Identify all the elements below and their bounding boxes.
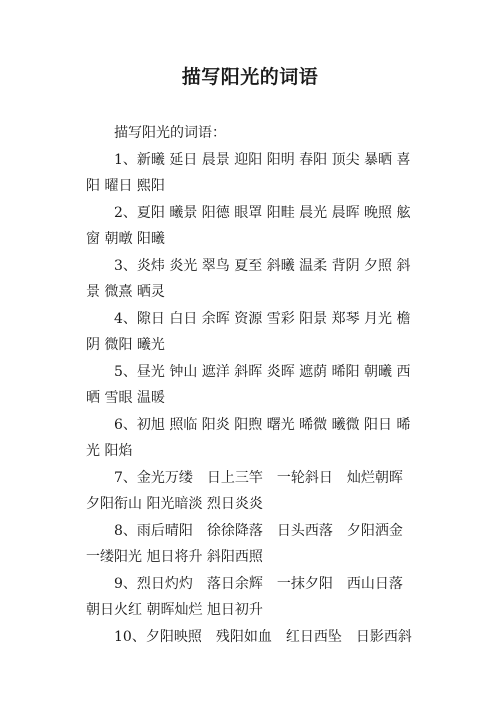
- word-list-item: 9、烈日灼灼 落日余辉 一抹夕阳 西山日落 朝日火红 朝晖灿烂 旭日初升: [86, 575, 403, 618]
- word-list-item: 4、隙日 白日 余晖 资源 雪彩 阳景 郑琴 月光 檐阴 微阳 曦光: [86, 310, 411, 353]
- document-body: [86, 120, 420, 650]
- word-list-item: 5、昼光 钟山 遮洋 斜晖 炎晖 遮荫 晞阳 朝曦 西晒 雪眼 温暖: [86, 363, 411, 406]
- page-title: 描写阳光的词语: [181, 66, 319, 88]
- intro-text: 描写阳光的词语：: [114, 125, 226, 141]
- word-list-item: 7、金光万缕 日上三竿 一轮斜日 灿烂朝晖 夕阳衔山 阳光暗淡 烈日炎炎: [86, 469, 403, 512]
- word-list-item: 2、夏阳 曦景 阳德 眼罩 阳畦 晨光 晨晖 晚照 舷窗 朝暾 阳曦: [86, 204, 411, 247]
- word-list-item: 1、新曦 延日 晨景 迎阳 阳明 春阳 顶尖 暴晒 喜阳 曜日 熙阳: [86, 151, 411, 194]
- word-list-item: 6、初旭 照临 阳炎 阳煦 曙光 晞微 曦微 阳日 晞光 阳焰: [86, 416, 411, 459]
- word-list-item: 10、夕阳映照 残阳如血 红日西坠 日影西斜: [114, 628, 412, 645]
- word-list-item: 3、炎炜 炎光 翠鸟 夏至 斜曦 温柔 背阴 夕照 斜景 微熹 晒灵: [86, 257, 411, 300]
- word-list-item: 8、雨后晴阳 徐徐降落 日头西落 夕阳洒金 一缕阳光 旭日将升 斜阳西照: [86, 522, 403, 565]
